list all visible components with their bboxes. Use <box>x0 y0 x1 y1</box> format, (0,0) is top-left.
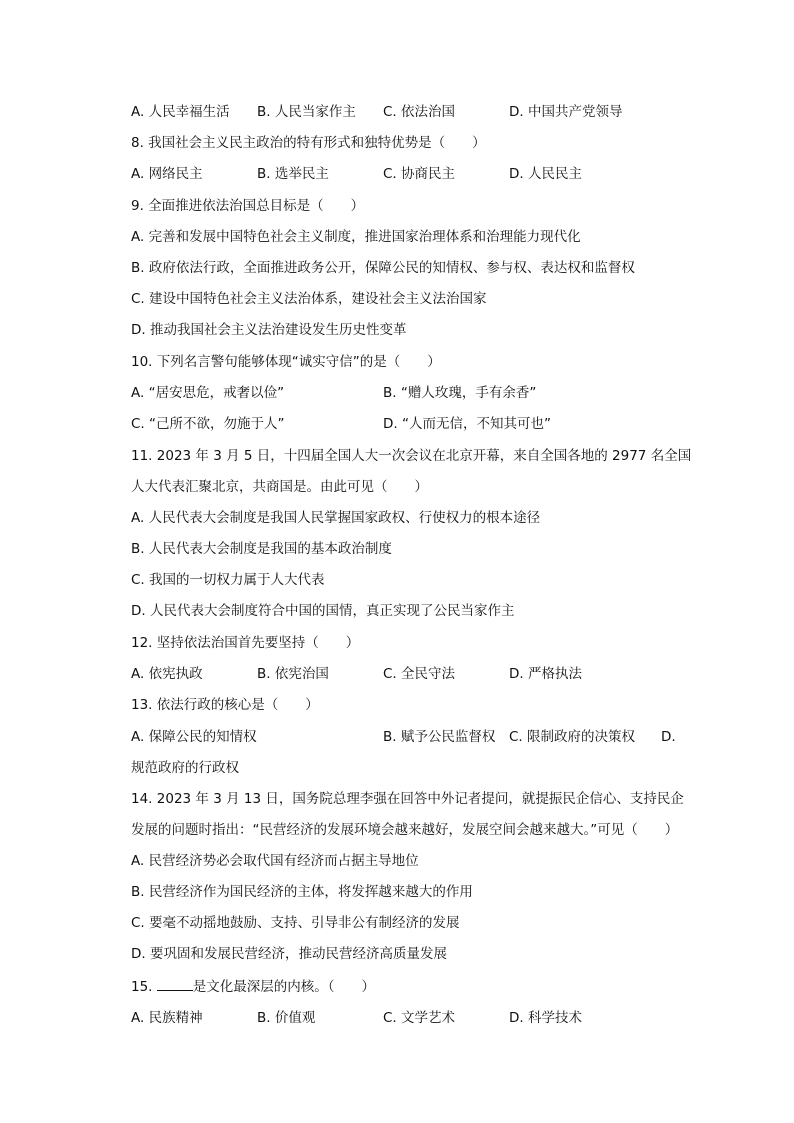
q14-option-c: C. 要毫不动摇地鼓励、支持、引导非公有制经济的发展 <box>131 915 460 931</box>
q11-option-b: B. 人民代表大会制度是我国的基本政治制度 <box>131 541 392 557</box>
q11-option-d: D. 人民代表大会制度符合中国的国情，真正实现了公民当家作主 <box>131 603 515 619</box>
q11-stem-line1: 11. 2023 年 3 月 5 日，十四届全国人大一次会议在北京开幕，来自全国各地的 2977 名全国 <box>131 448 692 464</box>
q7-option-b: B. 人民当家作主 <box>257 104 356 120</box>
q9-option-b: B. 政府依法行政，全面推进政务公开，保障公民的知情权、参与权、表达权和监督权 <box>131 260 635 276</box>
q11-stem-line2: 人大代表汇聚北京，共商国是。由此可见（ ） <box>131 479 428 495</box>
q10-option-a: A. “居安思危，戒奢以俭” <box>131 385 285 401</box>
q14-option-b: B. 民营经济作为国民经济的主体，将发挥越来越大的作用 <box>131 884 473 900</box>
q8-option-a: A. 网络民主 <box>131 166 203 182</box>
q7-option-d: D. 中国共产党领导 <box>509 104 623 120</box>
q12-option-a: A. 依宪执政 <box>131 666 203 682</box>
q8-option-b: B. 选举民主 <box>257 166 329 182</box>
q10-option-d: D. “人而无信，不知其可也” <box>383 416 551 432</box>
q15-option-c: C. 文学艺术 <box>383 1010 456 1026</box>
q14-option-d: D. 要巩固和发展民营经济，推动民营经济高质量发展 <box>131 946 447 962</box>
q10-stem: 10. 下列名言警句能够体现“诚实守信”的是（ ） <box>131 354 441 370</box>
q15-stem-prefix: 15. <box>131 979 157 995</box>
q13-option-a: A. 保障公民的知情权 <box>131 729 257 745</box>
q13-option-b: B. 赋予公民监督权 <box>383 729 496 745</box>
q15-option-a: A. 民族精神 <box>131 1010 203 1026</box>
q13-option-d-label: D. <box>661 729 676 745</box>
q15-stem <box>131 976 375 997</box>
q14-stem-line1: 14. 2023 年 3 月 13 日，国务院总理李强在回答中外记者提问，就提振民企信心、支持民企 <box>131 791 684 807</box>
q15-option-b: B. 价值观 <box>257 1010 316 1026</box>
q12-stem: 12. 坚持依法治国首先要坚持（ ） <box>131 635 360 651</box>
q13-stem: 13. 依法行政的核心是（ ） <box>131 697 319 713</box>
q7-option-a: A. 人民幸福生活 <box>131 104 230 120</box>
q9-option-c: C. 建设中国特色社会主义法治体系，建设社会主义法治国家 <box>131 291 487 307</box>
q12-option-b: B. 依宪治国 <box>257 666 329 682</box>
q13-option-c: C. 限制政府的决策权 <box>509 729 636 745</box>
q10-option-c: C. “己所不欲，勿施于人” <box>131 416 285 432</box>
q14-option-a: A. 民营经济势必会取代国有经济而占据主导地位 <box>131 853 419 869</box>
q15-stem-suffix: 是文化最深层的内核。（ ） <box>192 979 376 995</box>
q11-option-a: A. 人民代表大会制度是我国人民掌握国家政权、行使权力的根本途径 <box>131 510 541 526</box>
q9-option-a: A. 完善和发展中国特色社会主义制度，推进国家治理体系和治理能力现代化 <box>131 229 581 245</box>
q10-option-b: B. “赠人玫瑰，手有余香” <box>383 385 537 401</box>
q12-option-c: C. 全民守法 <box>383 666 456 682</box>
q7-option-c: C. 依法治国 <box>383 104 456 120</box>
q13-option-d-text: 规范政府的行政权 <box>131 760 239 776</box>
q9-option-d: D. 推动我国社会主义法治建设发生历史性变革 <box>131 322 407 338</box>
q8-stem: 8. 我国社会主义民主政治的特有形式和独特优势是（ ） <box>131 135 486 151</box>
q9-stem: 9. 全面推进依法治国总目标是（ ） <box>131 198 365 214</box>
q11-option-c: C. 我国的一切权力属于人大代表 <box>131 572 325 588</box>
q8-option-d: D. 人民民主 <box>509 166 582 182</box>
q12-option-d: D. 严格执法 <box>509 666 582 682</box>
q8-option-c: C. 协商民主 <box>383 166 456 182</box>
q15-option-d: D. 科学技术 <box>509 1010 582 1026</box>
q15-blank <box>157 976 193 991</box>
q14-stem-line2: 发展的问题时指出：“民营经济的发展环境会越来越好，发展空间会越来越大。”可见（ ） <box>131 822 679 838</box>
